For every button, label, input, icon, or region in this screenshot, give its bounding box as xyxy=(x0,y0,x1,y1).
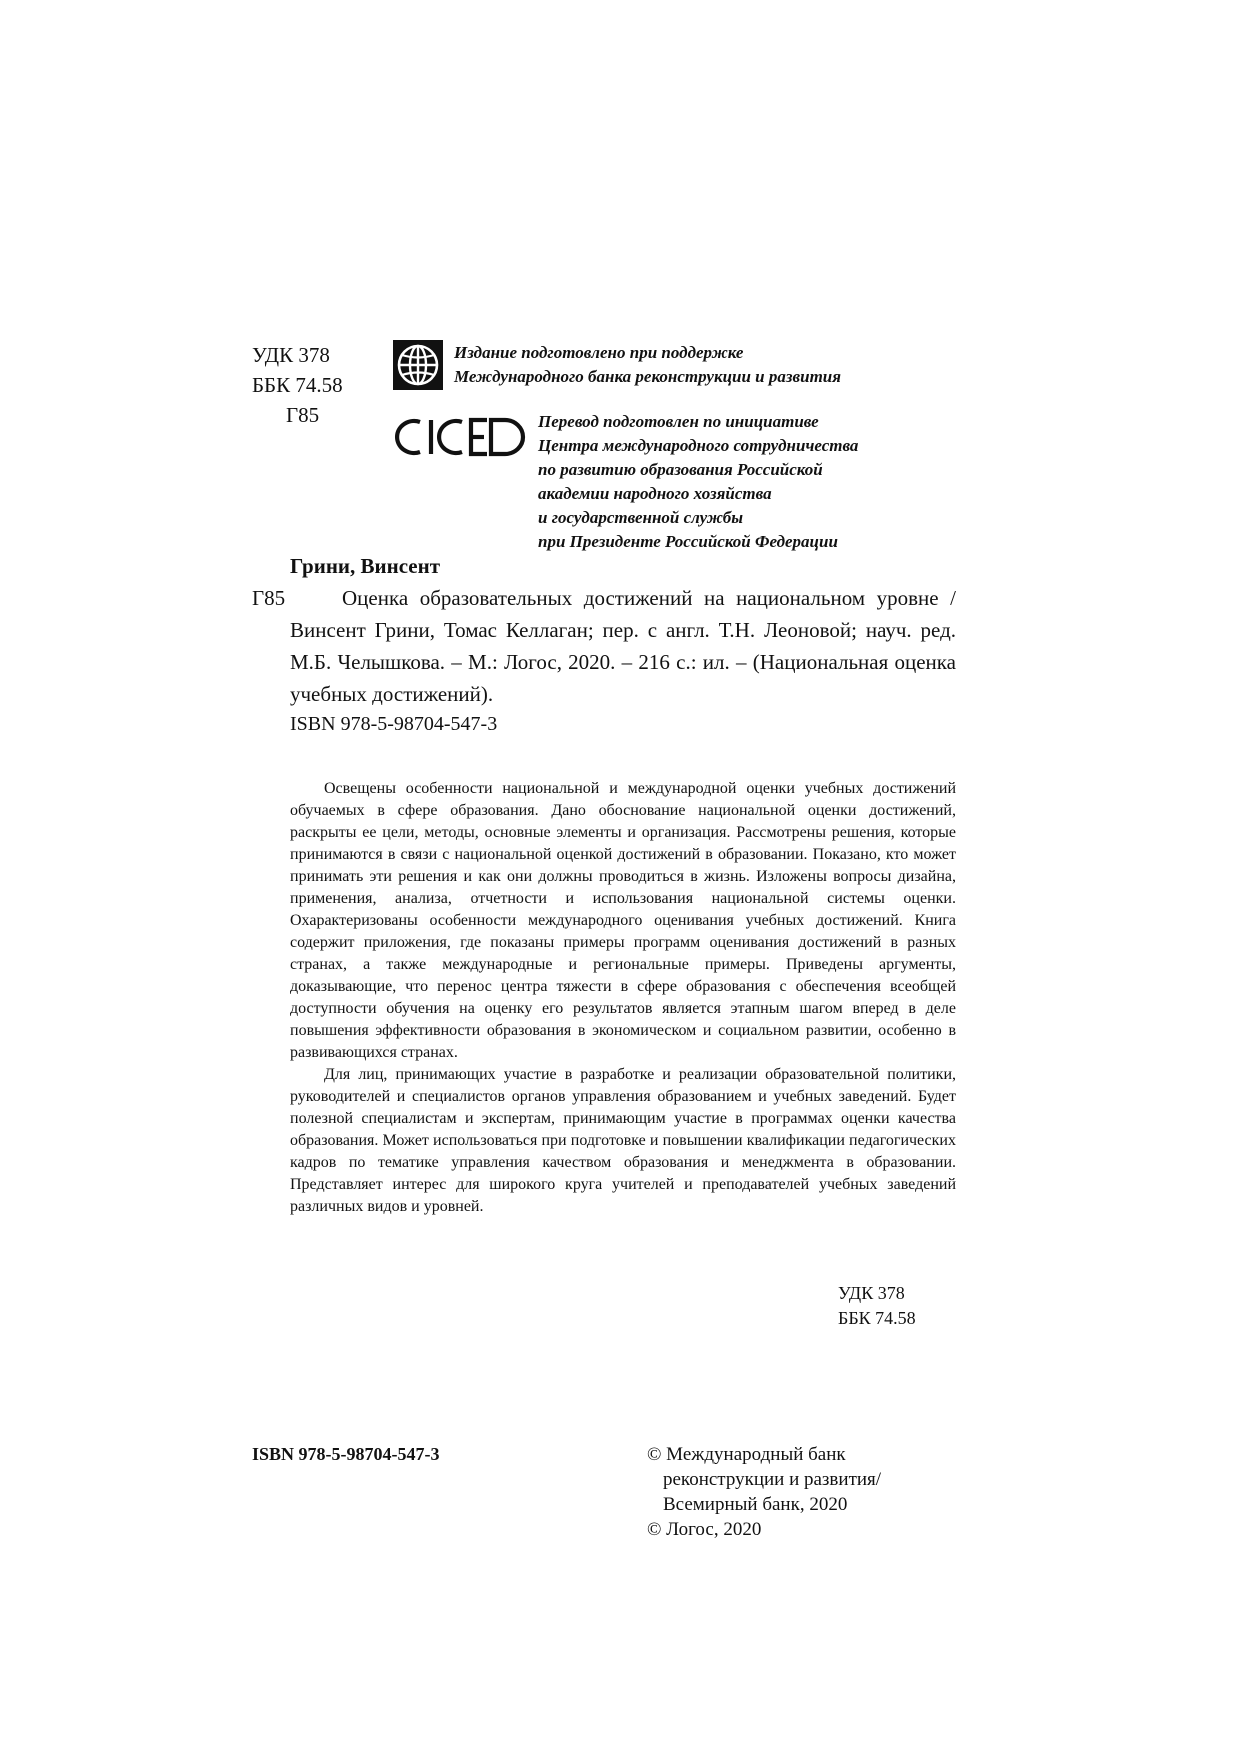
ciced-initiative-note xyxy=(538,410,858,554)
ciced-line: при Президенте Российской Федерации xyxy=(538,532,838,551)
world-bank-line-1: Издание подготовлено при поддержке xyxy=(454,343,744,362)
classification-codes-top xyxy=(252,340,343,430)
ciced-line: и государственной службы xyxy=(538,508,744,527)
copyright-world-bank-line-3: Всемирный банк, 2020 xyxy=(663,1494,848,1515)
isbn-bottom: ISBN 978-5-98704-547-3 xyxy=(252,1444,440,1464)
bbk-code-bottom: ББК 74.58 xyxy=(838,1308,916,1328)
ciced-line: Центра международного сотрудничества xyxy=(538,436,859,455)
ciced-logo xyxy=(393,414,528,460)
book-author: Грини, Винсент xyxy=(290,554,441,578)
world-bank-support-note xyxy=(454,341,841,389)
ciced-line: академии народного хозяйства xyxy=(538,484,772,503)
bibliography-author-mark: Г85 xyxy=(252,586,286,610)
copyright-world-bank-line-2: реконструкции и развития/ xyxy=(663,1469,882,1490)
copyright-world-bank-line-1: © Международный банк xyxy=(647,1444,846,1465)
copyright-block xyxy=(647,1442,881,1542)
abstract-paragraph-1: Освещены особенности национальной и международной оценки учебных достижений обучаемых в сфере образования. Дано обоснование национальной оценки достижений, раскрыты ее цели, методы, основные элементы и организация. Рассмотрены решения, которые принимаются в связи с национальной оценкой достижений в образовании. Показано, кто может принимать эти решения и как они должны проводиться в жизнь. Изложены вопросы дизайна, применения, анализа, отчетности и использования национальной системы оценки. Охарактеризованы особенности международного оценивания учебных достижений. Книга содержит приложения, где показаны примеры программ оценивания достижений в разных странах, а также международные и региональные примеры. Приведены аргументы, доказывающие, что перенос центра тяжести в сфере образования с обеспечения всеобщей доступности обучения на оценку его результатов является этапным шагом вперед в деле повышения эффективности образования в экономическом и социальном развитии, особенно в развивающихся странах. xyxy=(290,780,956,1061)
isbn-top: ISBN 978-5-98704-547-3 xyxy=(290,713,498,735)
ciced-line: по развитию образования Российской xyxy=(538,460,823,479)
book-abstract xyxy=(290,778,956,1218)
udk-code: УДК 378 xyxy=(252,343,330,367)
copyright-logos: © Логос, 2020 xyxy=(647,1519,762,1540)
bibliographic-description xyxy=(290,582,956,710)
author-mark: Г85 xyxy=(286,403,320,427)
bbk-code: ББК 74.58 xyxy=(252,373,343,397)
classification-codes-bottom xyxy=(838,1281,916,1331)
world-bank-globe-icon xyxy=(393,340,443,390)
bibliography-text: Оценка образовательных достижений на национальном уровне / Винсент Грини, Томас Келлаган; пер. с англ. Т.Н. Леоновой; науч. ред. М.Б. Челышкова. – М.: Логос, 2020. – 216 с.: ил. – (Национальная оценка учебных достижений). xyxy=(290,586,956,706)
abstract-paragraph-2: Для лиц, принимающих участие в разработке и реализации образовательной политики, руководителей и специалистов органов управления образованием и учебных заведений. Будет полезной специалистам и экспертам, принимающим участие в программах оценки качества образования. Может использоваться при подготовке и повышении квалификации педагогических кадров по тематике управления качеством образования и менеджмента в образовании. Представляет интерес для широкого круга учителей и преподавателей учебных заведений различных видов и уровней. xyxy=(290,1066,956,1215)
ciced-line: Перевод подготовлен по инициативе xyxy=(538,412,819,431)
world-bank-line-2: Международного банка реконструкции и развития xyxy=(454,367,842,386)
udk-code-bottom: УДК 378 xyxy=(838,1283,905,1303)
